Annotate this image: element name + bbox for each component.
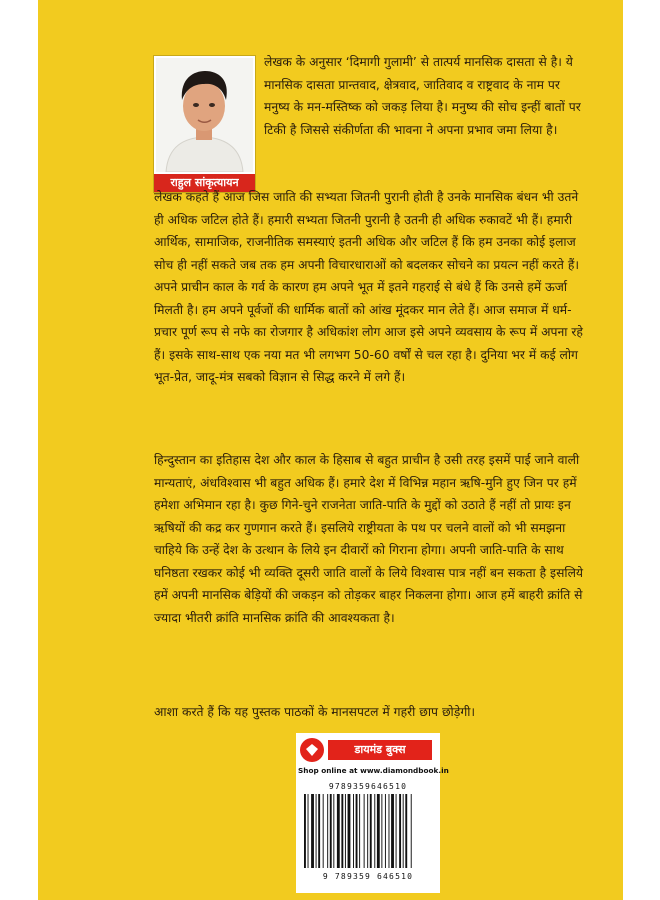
shop-online-text: Shop online at www.diamondbook.in (298, 766, 449, 775)
barcode-bar (308, 794, 309, 868)
barcode-bar (304, 794, 306, 868)
isbn-number-bottom: 9 789359 646510 (322, 872, 414, 881)
barcode-bar (341, 794, 343, 868)
barcode-bar (396, 794, 397, 868)
barcode-bar (356, 794, 358, 868)
paragraph-4: आशा करते हैं कि यह पुस्तक पाठकों के मानसपटल में गहरी छाप छोड़ेगी। (154, 705, 476, 719)
isbn-barcode (302, 794, 434, 868)
barcode-bar (359, 794, 360, 868)
barcode-bar (405, 794, 407, 868)
author-photo (156, 58, 253, 172)
barcode-bar (311, 794, 314, 868)
diamond-icon (300, 738, 324, 762)
barcode-bar (318, 794, 320, 868)
barcode-bar (337, 794, 340, 868)
barcode-bar (391, 794, 394, 868)
barcode-bar (389, 794, 390, 868)
barcode-bar (399, 794, 401, 868)
barcode-bar (381, 794, 382, 868)
barcode-bar (385, 794, 386, 868)
back-cover (38, 0, 623, 900)
barcode-bar (364, 794, 365, 868)
barcode-bar (330, 794, 332, 868)
barcode-bar (367, 794, 368, 868)
barcode-bar (370, 794, 372, 868)
publisher-logo (300, 737, 432, 763)
barcode-bar (374, 794, 375, 868)
barcode-bar (377, 794, 380, 868)
author-portrait (153, 55, 256, 193)
barcode-bar (348, 794, 351, 868)
paragraph-2: लेखक कहते हैं आज जिस जाति की सभ्यता जितनी पुरानी होती है उनके मानसिक बंधन भी उतने ही अधिक जटिल होते हैं। हमारी सभ्यता जितनी पुरानी है उतनी ही अधिक रुकावटें भी हैं। हमारी आर्थिक, सामाजिक, राजनीतिक समस्याएं इतनी अधिक और जटिल हैं कि हम उनका कोई इलाज सोच ही नहीं सकते जब तक हम अपनी विचारधाराओं को बदलकर सोचने का प्रयत्न नहीं करते हैं। अपने प्राचीन काल के गर्व के कारण हम अपने भूत में इतने गहराई से बंधे हैं कि उनसे हमें ऊर्जा मिलती है। हम अपने पूर्वजों की धार्मिक बातों को आंख मूंदकर मान लेते हैं। आज समाज में धर्म-प्रचार पूर्ण रूप से नफे का रोजगार है अधिकांश लोग आज इसे अपने व्यवसाय के रूप में अपना रहे हैं। इसके साथ-साथ एक नया मत भी लगभग 50-60 वर्षों से चल रहा है। दुनिया भर में कई लोग भूत-प्रेत, जादू-मंत्र सबको विज्ञान से सिद्ध करने में लगे हैं। (154, 190, 583, 384)
publisher-logo-text: डायमंड बुक्स (328, 740, 432, 760)
barcode-bar (411, 794, 412, 868)
author-name-caption: राहुल सांकृत्यायन (154, 174, 255, 192)
barcode-bar (333, 794, 334, 868)
paragraph-1: लेखक के अनुसार ‘दिमागी गुलामी’ से तात्पर्य मानसिक दासता से है। ये मानसिक दासता प्रान्तवाद, क्षेत्रवाद, जातिवाद व राष्ट्रवाद के नाम पर मनुष्य के मन-मस्तिष्क को जकड़ लिया है। मनुष्य की सोच इन्हीं बातों पर टिकी है जिससे संकीर्णता की भावना ने अपना प्रभाव जमा लिया है। (264, 55, 581, 137)
publisher-block (296, 733, 449, 893)
barcode-bar (345, 794, 346, 868)
barcode-bar (316, 794, 317, 868)
paragraph-3: हिन्दुस्तान का इतिहास देश और काल के हिसाब से बहुत प्राचीन है उसी तरह इसमें पाई जाने वाली मान्यताएं, अंधविश्वास भी बहुत अधिक हैं। हमारे देश में विभिन्न महान ऋषि-मुनि हुए जिन पर हमें हमेशा अभिमान रहा है। कुछ गिने-चुने राजनेता जाति-पाति के मुद्दों को उठाते हैं नहीं तो प्रायः इन ऋषियों की कद्र कर गुणगान करते हैं। इसलिये राष्ट्रीयता के पथ पर चलने वालों को भी समझना चाहिये कि उन्हें देश के उत्थान के लिये इन दीवारों को गिराना होगा। अपनी जाति-पाति के साथ घनिष्ठता रखकर कोई भी व्यक्ति दूसरी जाति वालों के लिये विश्वास पात्र नहीं बन सकता है इसलिये हमें अपनी मानसिक बेड़ियों की जकड़न को तोड़कर बाहर निकलना होगा। आज हमें बाहरी क्रांति से ज्यादा भीतरी क्रांति मानसिक क्रांति की आवश्यकता है। (154, 453, 584, 625)
barcode-bar (323, 794, 324, 868)
barcode-bar (353, 794, 354, 868)
barcode-bar (327, 794, 328, 868)
barcode-bar (403, 794, 404, 868)
isbn-number-top: 9789359646510 (328, 782, 408, 791)
